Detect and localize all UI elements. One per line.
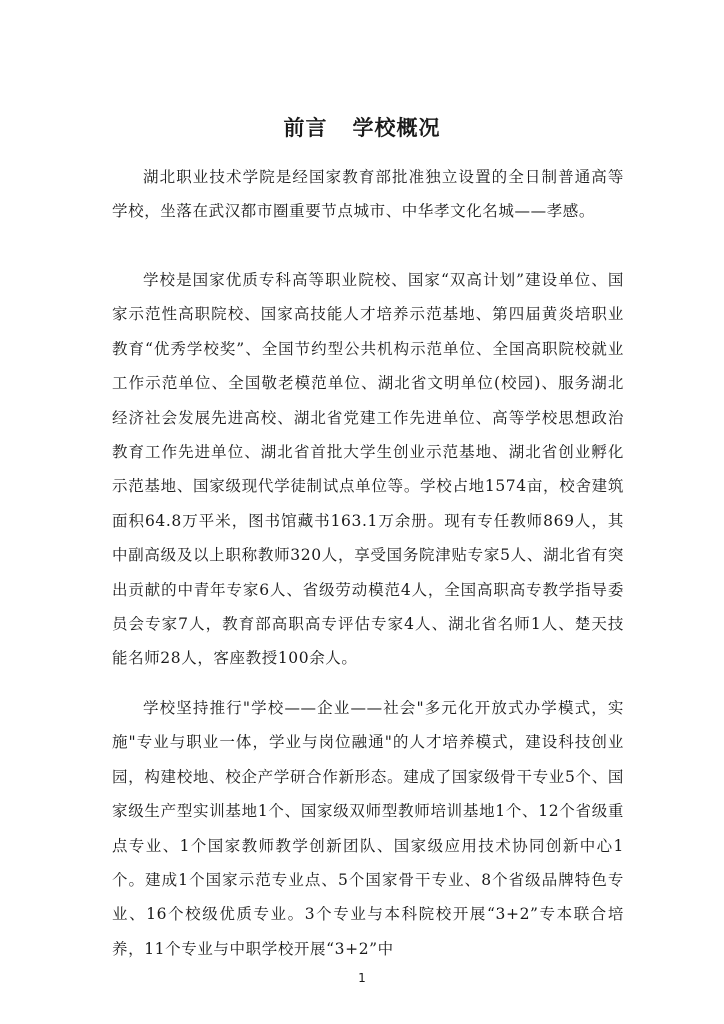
paragraph-honors: 学校是国家优质专科高等职业院校、国家“双高计划”建设单位、国家示范性高职院校、国家高技能人才培养示范基地、第四届黄炎培职业教育“优秀学校奖”、全国节约型公共机构示范单位、全国高职院校就业工作示范单位、全国敬老模范单位、湖北省文明单位(校园)、服务湖北经济社会发展先进高校、湖北省党建工作先进单位、高等学校思想政治教育工作先进单位、湖北省首批大学生创业示范基地、湖北省创业孵化示范基地、国家级现代学徒制试点单位等。学校占地1574亩，校舍建筑面积64.8万平米，图书馆藏书163.1万余册。现有专任教师869人，其中副高级及以上职称教师320人，享受国务院津贴专家5人、湖北省有突出贡献的中青年专家6人、省级劳动模范4人，全国高职高专教学指导委员会专家7人，教育部高职高专评估专家4人、湖北省名师1人、楚天技能名师28人，客座教授100余人。 [112,271,624,668]
paragraph-intro: 湖北职业技术学院是经国家教育部批准独立设置的全日制普通高等学校，坐落在武汉都市圈重要节点城市、中华孝文化名城——孝感。 [112,168,624,221]
page-number: 1 [358,971,366,985]
paragraph-programs: 学校坚持推行"学校——企业——社会"多元化开放式办学模式，实施"专业与职业一体，学业与岗位融通"的人才培养模式，建设科技创业园，构建校地、校企产学研合作新形态。建成了国家级骨干专业5个、国家级生产型实训基地1个、国家级双师型教师培训基地1个、12个省级重点专业、1个国家教师教学创新团队、国家级应用技术协同创新中心1个。建成1个国家示范专业点、5个国家骨干专业、8个省级品牌特色专业、16个校级优质专业。3个专业与本科院校开展“3+2”专本联合培养，11个专业与中职学校开展“3+2”中 [112,699,624,958]
page-title: 前言 学校概况 [283,116,441,140]
